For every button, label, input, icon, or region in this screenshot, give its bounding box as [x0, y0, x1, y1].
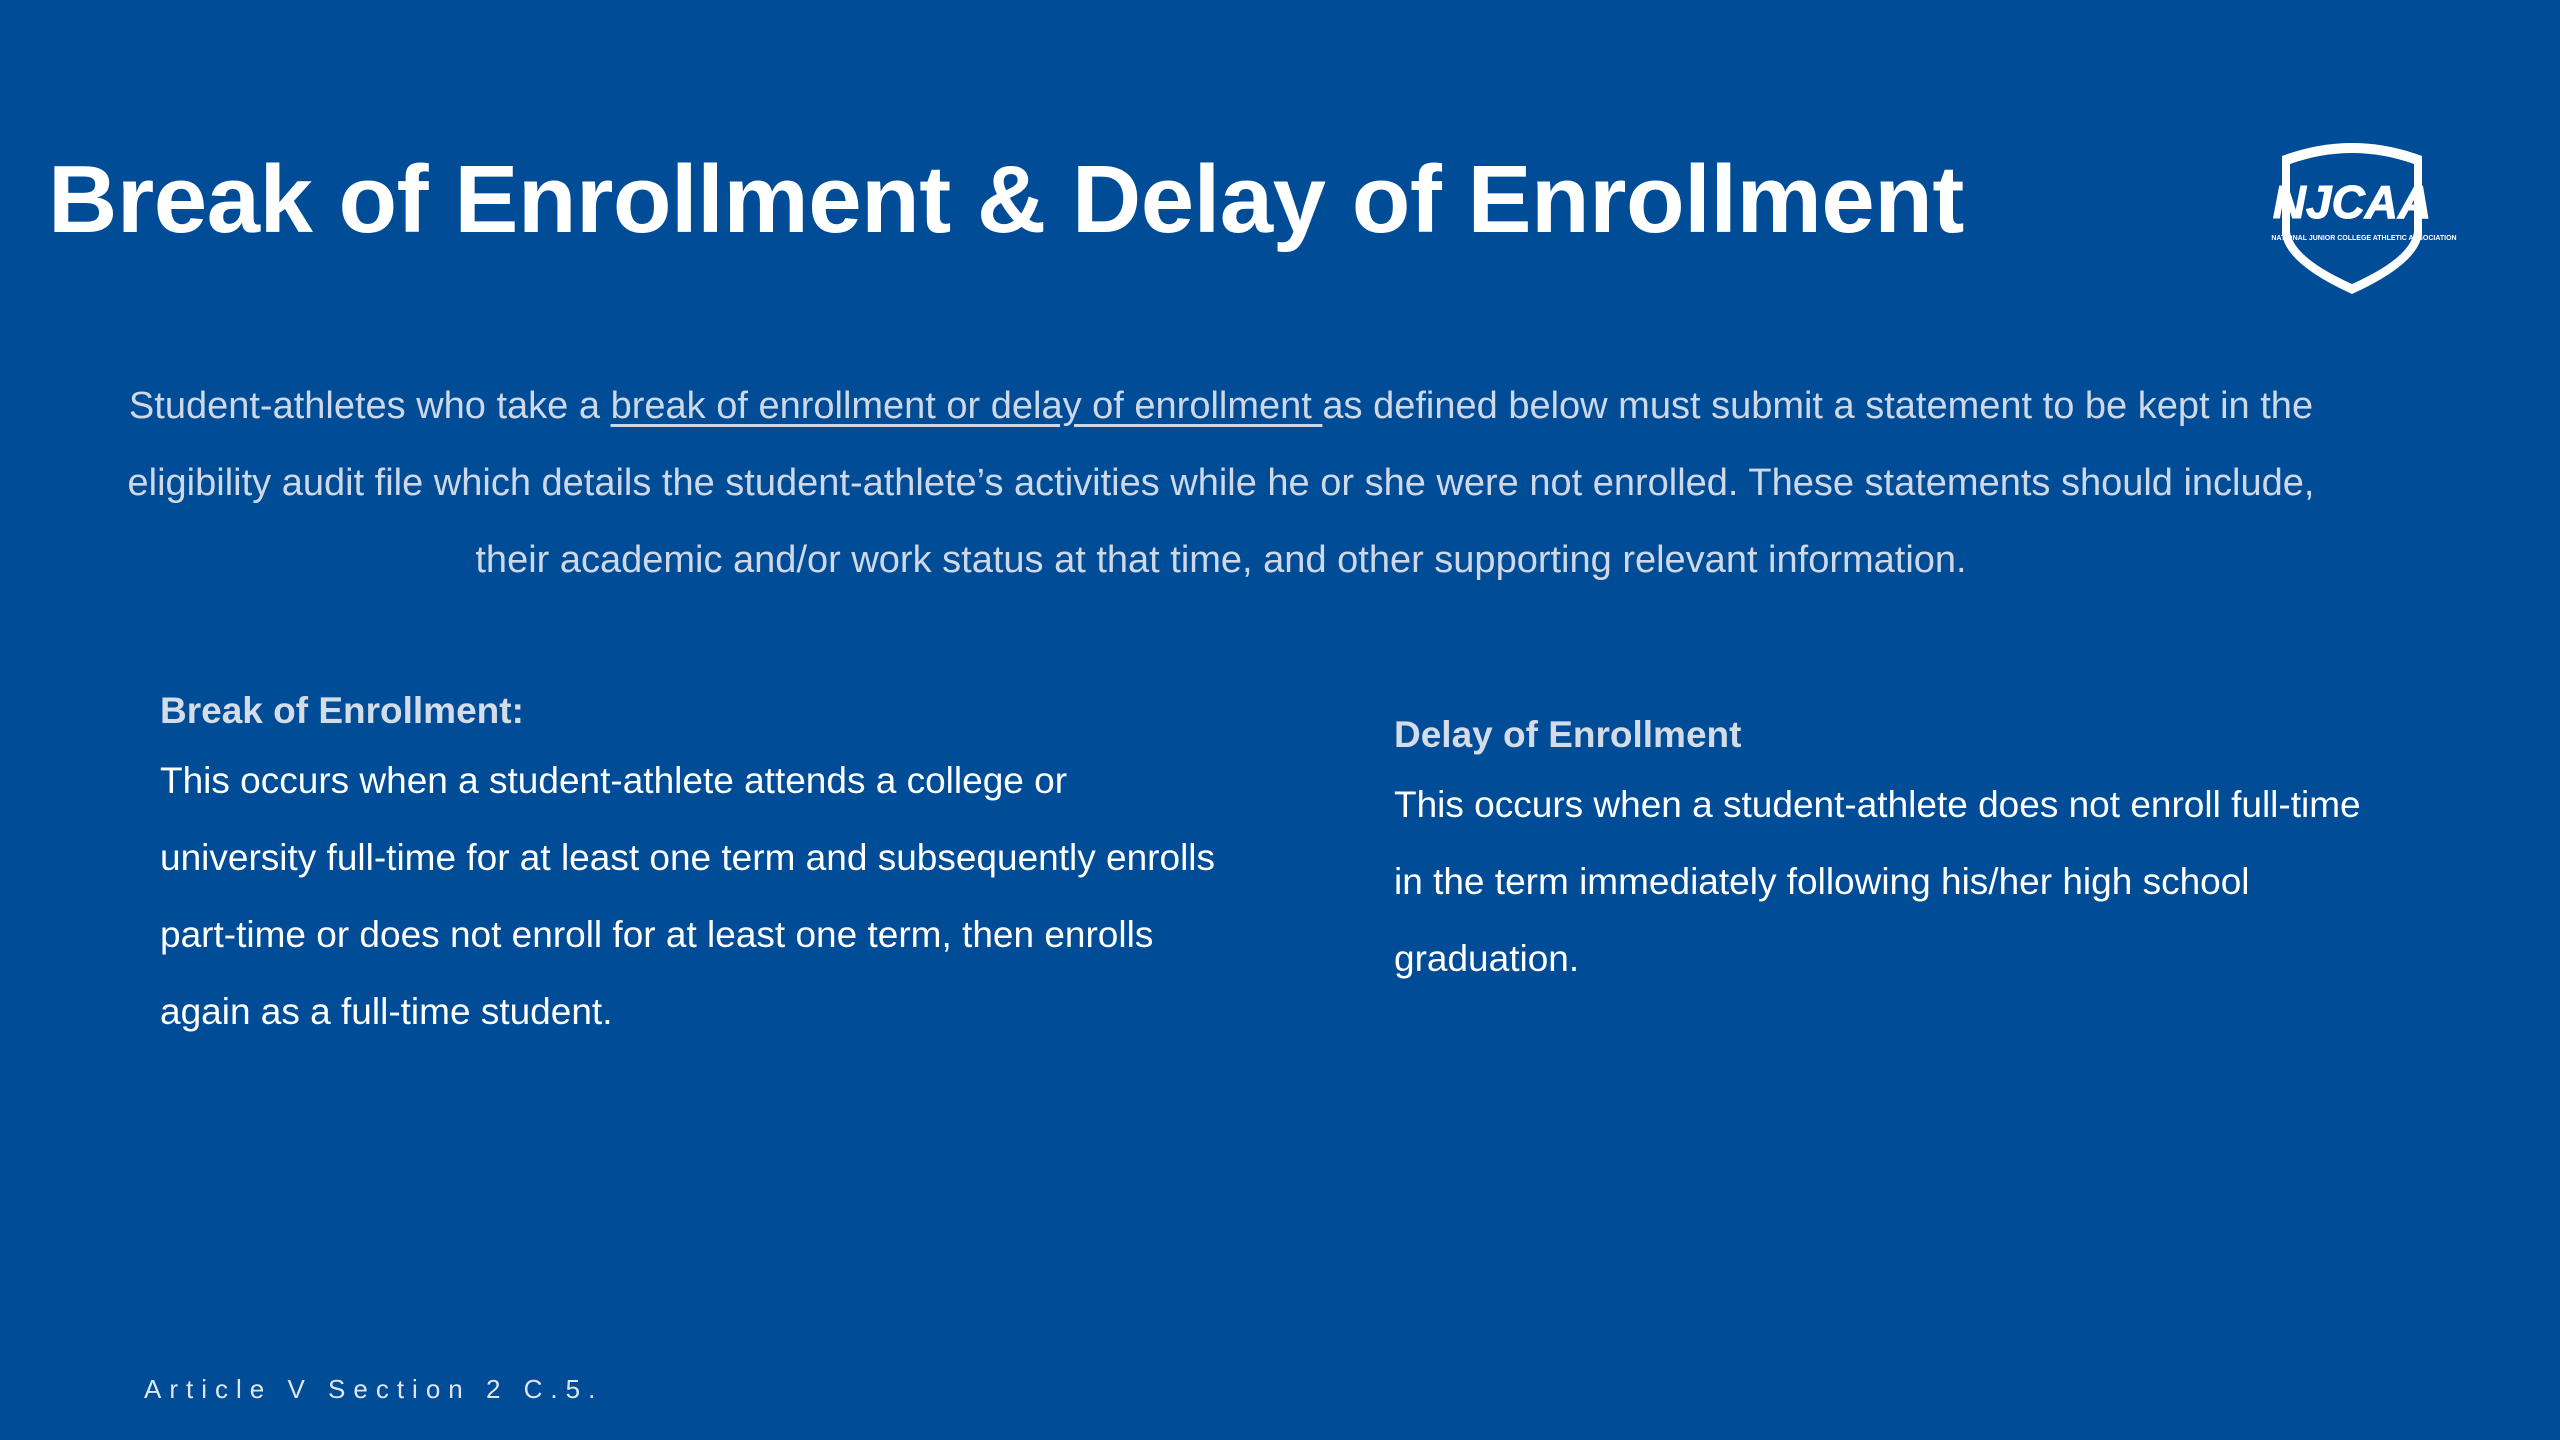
break-of-enrollment-heading: Break of Enrollment: [160, 690, 524, 731]
break-of-enrollment-section [160, 680, 1220, 1050]
intro-text-before: Student-athletes who take a [128, 385, 611, 427]
slide-title: Break of Enrollment & Delay of Enrollment [48, 146, 1964, 253]
intro-paragraph [96, 368, 2346, 599]
break-of-enrollment-body: This occurs when a student-athlete attends a college or university full-time for at least one term and subsequently enrolls part-time or does not enroll for at least one term, then enrolls again as a full-time student. [160, 760, 1216, 1032]
logo-text: NJCAA [2272, 176, 2432, 228]
delay-of-enrollment-section [1394, 704, 2394, 997]
definition-link[interactable]: break of enrollment or delay of enrollment [610, 385, 1323, 427]
delay-of-enrollment-heading: Delay of Enrollment [1394, 714, 1742, 755]
njcaa-logo-icon [2268, 136, 2457, 298]
intro-text-after: as defined below must submit a statement to be kept in the eligibility audit file which details the student-athlete’s activities while he or she were not enrolled. These statements should include, their academic and/or work status at that time, and other supporting relevant information. [127, 385, 2315, 581]
logo-subtext: NATIONAL JUNIOR COLLEGE ATHLETIC ASSOCIATION [2271, 235, 2457, 242]
delay-of-enrollment-body: This occurs when a student-athlete does not enroll full-time in the term immediately following his/her high school graduation. [1394, 784, 2361, 979]
article-reference: Article V Section 2 C.5. [144, 1374, 604, 1404]
